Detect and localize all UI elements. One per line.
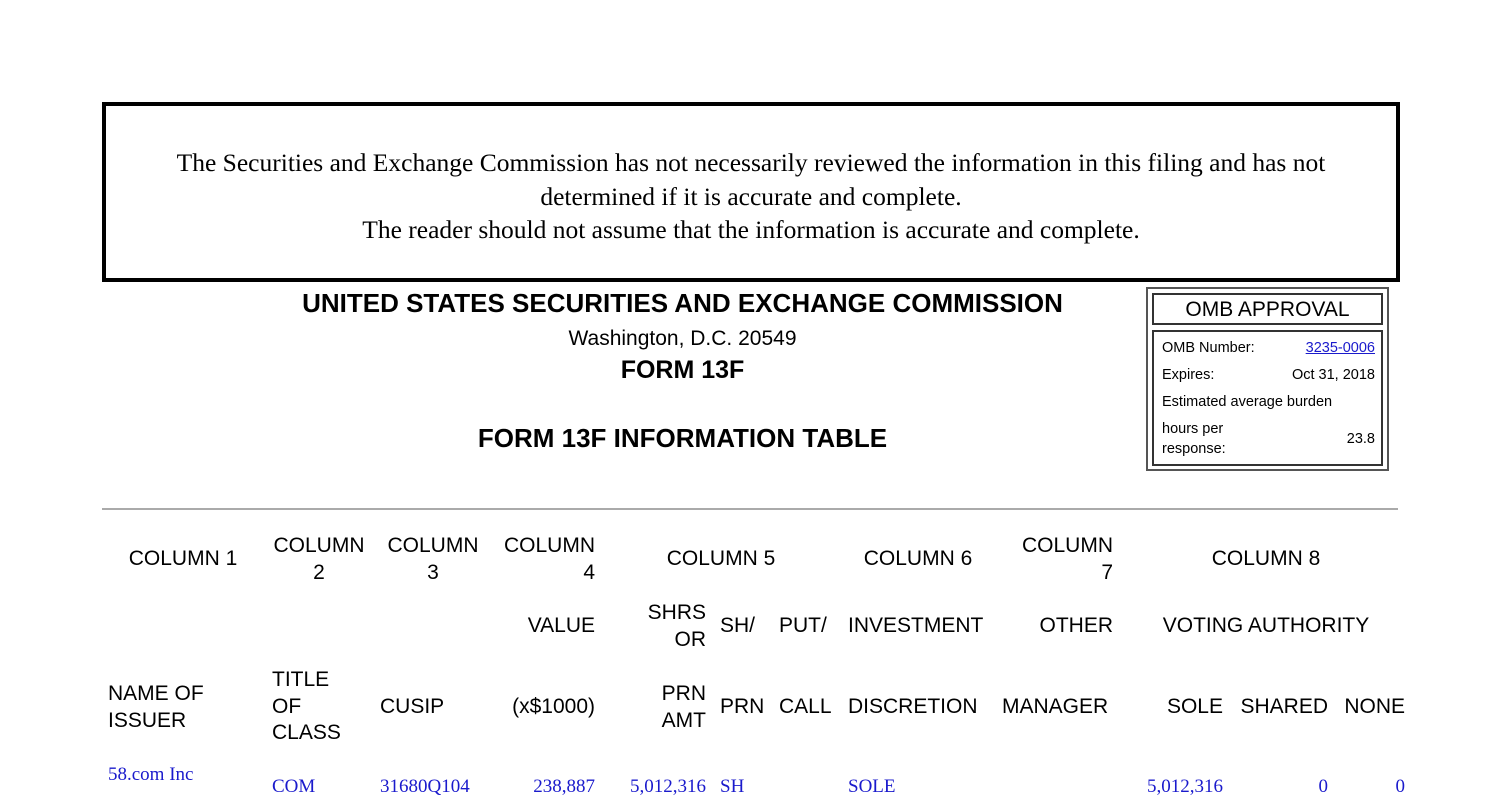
investment-header: INVESTMENT xyxy=(848,614,984,637)
none-header: NONE xyxy=(1344,695,1405,718)
col6-header: COLUMN 6 xyxy=(863,547,973,570)
prn-header: PRN xyxy=(720,695,765,718)
discretion-cell: SOLE xyxy=(848,776,896,797)
expires-value: Oct 31, 2018 xyxy=(1291,367,1375,383)
divider xyxy=(102,508,1398,510)
x1000-header: (x$1000) xyxy=(512,695,595,718)
omb-number-link[interactable]: 3235-0006 xyxy=(1305,340,1375,356)
none-cell: 0 xyxy=(1395,776,1405,797)
expires-label: Expires: xyxy=(1162,367,1215,383)
omb-approval-box xyxy=(1146,287,1389,471)
manager-header: MANAGER xyxy=(1002,695,1109,718)
cusip-cell: 31680Q104 xyxy=(380,776,470,797)
name-of-issuer-header: NAME OF ISSUER xyxy=(108,682,204,732)
omb-details xyxy=(1152,330,1383,466)
col8-header: COLUMN 8 xyxy=(1211,547,1321,570)
sole-cell: 5,012,316 xyxy=(1147,776,1223,797)
shared-cell: 0 xyxy=(1318,776,1328,797)
col3-header: COLUMN 3 xyxy=(387,534,479,584)
title-of-class-header: TITLE OF CLASS xyxy=(272,668,341,744)
burden-label: Estimated average burden xyxy=(1162,394,1333,410)
col5-header: COLUMN 5 xyxy=(666,547,776,570)
cusip-header: CUSIP xyxy=(380,695,445,718)
discretion-header: DISCRETION xyxy=(848,695,978,718)
hours-value: 23.8 xyxy=(1346,431,1375,447)
col2-header: COLUMN 2 xyxy=(273,534,365,584)
col1-header: COLUMN 1 xyxy=(128,547,238,570)
disclaimer-line: The reader should not assume that the information is accurate and complete. xyxy=(362,215,1140,244)
hours-label: response: xyxy=(1162,441,1226,457)
omb-number-label: OMB Number: xyxy=(1162,340,1255,356)
sole-header: SOLE xyxy=(1166,695,1223,718)
sh-prn-cell: SH xyxy=(720,776,745,797)
issuer-cell: 58.com Inc xyxy=(108,764,194,785)
col7-header: COLUMN 7 xyxy=(1021,534,1113,584)
voting-header: VOTING AUTHORITY xyxy=(1162,614,1370,637)
col4-header: COLUMN 4 xyxy=(503,534,595,584)
agency-address: Washington, D.C. 20549 xyxy=(568,327,797,350)
agency-title: UNITED STATES SECURITIES AND EXCHANGE COMMISSION xyxy=(302,288,1063,318)
table-title: FORM 13F INFORMATION TABLE xyxy=(477,423,888,453)
other-header: OTHER xyxy=(1039,614,1113,637)
shrs-or-header: SHRS OR xyxy=(647,601,706,651)
disclaimer-box xyxy=(102,102,1400,282)
title-cell: COM xyxy=(272,776,316,797)
shared-header: SHARED xyxy=(1240,695,1328,718)
form-name: FORM 13F xyxy=(620,356,745,384)
value-header: VALUE xyxy=(527,614,595,637)
put-header: PUT/ xyxy=(779,614,827,637)
sh-header: SH/ xyxy=(720,614,756,637)
shares-cell: 5,012,316 xyxy=(630,776,706,797)
call-header: CALL xyxy=(779,695,832,718)
value-cell: 238,887 xyxy=(533,776,595,797)
prn-amt-header: PRN AMT xyxy=(661,682,706,732)
disclaimer-line: determined if it is accurate and complete. xyxy=(540,181,962,211)
omb-title: OMB APPROVAL xyxy=(1152,293,1383,325)
disclaimer-line: The Securities and Exchange Commission has not necessarily reviewed the information in this filing and has not xyxy=(176,148,1326,177)
hours-label: hours per xyxy=(1162,421,1224,437)
